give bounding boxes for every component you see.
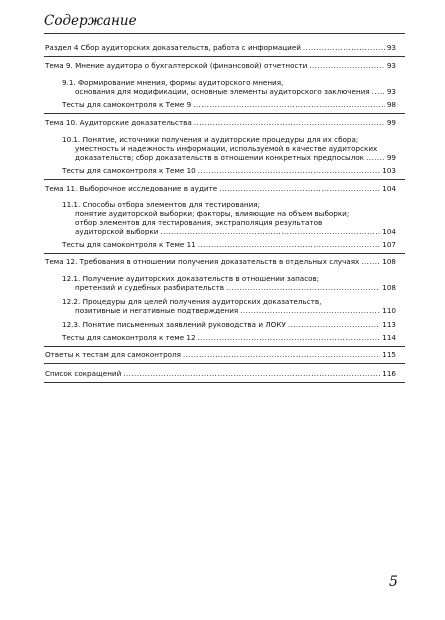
toc-entry-9-1[interactable]: основания для модификации, основные элементы аудиторского заключения ..... 93 bbox=[75, 87, 396, 96]
toc-entry-11-1[interactable]: аудиторской выборки ..... 104 bbox=[75, 227, 396, 236]
toc-entry-tests-9[interactable]: Тесты для самоконтроля к Теме 9 ..... 98 bbox=[62, 100, 396, 109]
leader-dots bbox=[372, 87, 385, 96]
toc-entry-10-1-line-1[interactable]: 10.1. Понятие, источники получения и аудиторские процедуры для их сбора; bbox=[62, 135, 359, 144]
toc-entry-topic-10[interactable]: Тема 10. Аудиторские доказательства ..... 99 bbox=[45, 118, 396, 127]
leader-dots bbox=[303, 43, 385, 52]
toc-entry-10-1-line-2[interactable]: уместность и надежность информации, используемой в качестве аудиторских bbox=[75, 144, 378, 153]
page-ref: 116 bbox=[382, 369, 396, 378]
toc-entry-11-1-line-3[interactable]: отбор элементов для тестирования, экстраполяция результатов bbox=[75, 218, 323, 227]
divider bbox=[44, 363, 405, 364]
divider bbox=[44, 253, 405, 254]
toc-entry-tests-10[interactable]: Тесты для самоконтроля к Теме 10 ..... 103 bbox=[62, 166, 396, 175]
toc-entry-12-2[interactable]: позитивные и негативные подтверждения ..... 110 bbox=[75, 306, 396, 315]
page-ref: 99 bbox=[386, 153, 396, 162]
toc-entry-tests-12[interactable]: Тесты для самоконтроля к теме 12 ..... 114 bbox=[62, 333, 396, 342]
toc-entry-12-1-line-1[interactable]: 12.1. Получение аудиторских доказательств в отношении запасов; bbox=[62, 274, 320, 283]
leader-dots bbox=[194, 118, 385, 127]
toc-entry-abbreviations[interactable]: Список сокращений ..... 116 bbox=[45, 369, 396, 378]
leader-dots bbox=[160, 227, 380, 236]
toc-entry-topic-12[interactable]: Тема 12. Требования в отношении получения доказательств в отдельных случаях ..... 108 bbox=[45, 257, 396, 266]
page-ref: 93 bbox=[386, 87, 396, 96]
page-ref: 108 bbox=[382, 257, 396, 266]
leader-dots bbox=[198, 166, 381, 175]
toc-entry-12-3[interactable]: 12.3. Понятие письменных заявлений руководства и ЛОКУ ..... 113 bbox=[62, 320, 396, 329]
page-ref: 107 bbox=[382, 240, 396, 249]
leader-dots bbox=[361, 257, 380, 266]
leader-dots bbox=[240, 306, 380, 315]
leader-dots bbox=[219, 184, 380, 193]
leader-dots bbox=[123, 369, 380, 378]
title-rule bbox=[44, 33, 405, 34]
toc-entry-9-1-line-1[interactable]: 9.1. Формирование мнения, формы аудиторского мнения, bbox=[62, 78, 284, 87]
divider bbox=[44, 179, 405, 180]
page-ref: 104 bbox=[382, 227, 396, 236]
page-ref: 93 bbox=[386, 61, 396, 70]
leader-dots bbox=[226, 283, 380, 292]
toc-entry-12-2-line-1[interactable]: 12.2. Процедуры для целей получения аудиторских доказательств, bbox=[62, 297, 322, 306]
leader-dots bbox=[198, 333, 381, 342]
page-ref: 104 bbox=[382, 184, 396, 193]
page-title: Содержание bbox=[44, 13, 137, 29]
page-ref: 98 bbox=[386, 100, 396, 109]
leader-dots bbox=[183, 350, 380, 359]
leader-dots bbox=[198, 240, 381, 249]
page-ref: 103 bbox=[382, 166, 396, 175]
page-ref: 113 bbox=[382, 320, 396, 329]
toc-entry-11-1-line-2[interactable]: понятие аудиторской выборки; факторы, влияющие на объем выборки; bbox=[75, 209, 350, 218]
toc-entry-12-1[interactable]: претензий и судебных разбирательств ..... 108 bbox=[75, 283, 396, 292]
leader-dots bbox=[288, 320, 380, 329]
page-number: 5 bbox=[389, 574, 398, 590]
toc-entry-tests-11[interactable]: Тесты для самоконтроля к Теме 11 ..... 107 bbox=[62, 240, 396, 249]
page-ref: 99 bbox=[386, 118, 396, 127]
divider bbox=[44, 346, 405, 347]
page-ref: 108 bbox=[382, 283, 396, 292]
page-ref: 114 bbox=[382, 333, 396, 342]
page-ref: 115 bbox=[382, 350, 396, 359]
toc-entry-11-1-line-1[interactable]: 11.1. Способы отбора элементов для тестирования; bbox=[62, 200, 261, 209]
toc-entry-topic-9[interactable]: Тема 9. Мнение аудитора о бухгалтерской (финансовой) отчетности ..... 93 bbox=[45, 61, 396, 70]
divider bbox=[44, 113, 405, 114]
divider bbox=[44, 382, 405, 383]
divider bbox=[44, 56, 405, 57]
toc-entry-topic-11[interactable]: Тема 11. Выборочное исследование в аудите ..... 104 bbox=[45, 184, 396, 193]
leader-dots bbox=[366, 153, 385, 162]
toc-entry-section-4[interactable]: Раздел 4 Сбор аудиторских доказательств, работа с информацией ..... 93 bbox=[45, 43, 396, 52]
toc-entry-answers[interactable]: Ответы к тестам для самоконтроля ..... 115 bbox=[45, 350, 396, 359]
toc-entry-10-1[interactable]: доказательств; сбор доказательств в отношении конкретных предпосылок ..... 99 bbox=[75, 153, 396, 162]
leader-dots bbox=[193, 100, 385, 109]
leader-dots bbox=[309, 61, 385, 70]
page-ref: 110 bbox=[382, 306, 396, 315]
page-ref: 93 bbox=[386, 43, 396, 52]
